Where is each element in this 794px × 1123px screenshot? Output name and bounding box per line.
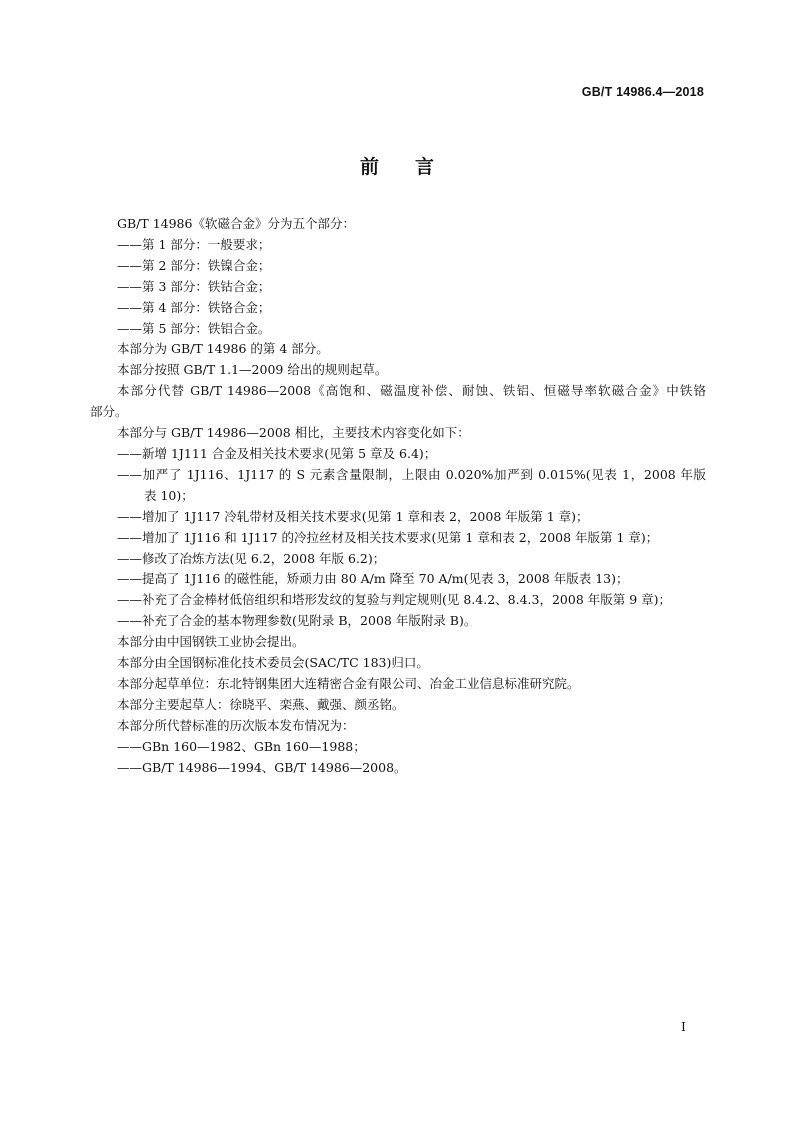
page-number: I <box>681 1019 686 1034</box>
list-item: ——GBn 160—1982、GBn 160—1988； <box>117 738 366 754</box>
list-item: ——修改了冶炼方法(见 6.2，2008 年版 6.2)； <box>117 550 386 566</box>
paragraph: 本部分为 GB/T 14986 的第 4 部分。 <box>117 341 329 357</box>
list-item: ——GB/T 14986—1994、GB/T 14986—2008。 <box>117 759 407 775</box>
list-item: ——提高了 1J116 的磁性能，矫顽力由 80 A/m 降至 70 A/m(见表 3，2008 年版表 13)； <box>117 571 629 587</box>
list-item-line: 表 10)； <box>144 487 194 503</box>
list-item: ——第 5 部分：铁铝合金。 <box>117 320 271 336</box>
list-item: ——补充了合金的基本物理参数(见附录 B，2008 年版附录 B)。 <box>117 613 477 629</box>
list-item: ——第 4 部分：铁铬合金； <box>117 299 271 315</box>
list-item-line: ——加严了 1J116、1J117 的 S 元素含量限制，上限由 0.020%加严到 0.015%(见表 1，2008 年版 <box>117 466 706 482</box>
paragraph: 本部分由中国钢铁工业协会提出。 <box>117 634 305 650</box>
list-item: ——第 2 部分：铁镍合金； <box>117 257 271 273</box>
paragraph: GB/T 14986《软磁合金》分为五个部分： <box>117 216 355 231</box>
paragraph: 本部分由全国钢标准化技术委员会(SAC/TC 183)归口。 <box>117 655 429 671</box>
paragraph: 本部分所代替标准的历次版本发布情况为： <box>117 717 355 733</box>
list-item: ——第 1 部分：一般要求； <box>117 236 271 252</box>
paragraph: 本部分起草单位：东北特钢集团大连精密合金有限公司、冶金工业信息标准研究院。 <box>117 675 580 691</box>
paragraph-line: 部分。 <box>90 404 128 420</box>
paragraph: 本部分主要起草人：徐晓平、栾燕、戴强、颜丞铭。 <box>117 696 405 712</box>
list-item: ——新增 1J111 合金及相关技术要求(见第 5 章及 6.4)； <box>117 445 437 461</box>
list-item: ——补充了合金棒材低倍组织和塔形发纹的复验与判定规则(见 8.4.2、8.4.3，2008 年版第 9 章)； <box>117 592 672 608</box>
list-item: ——第 3 部分：铁钴合金； <box>117 278 271 294</box>
paragraph-replaces <box>90 381 706 423</box>
list-item: ——增加了 1J117 冷轧带材及相关技术要求(见第 1 章和表 2，2008 年版第 1 章)； <box>117 508 589 524</box>
list-item: ——增加了 1J116 和 1J117 的冷拉丝材及相关技术要求(见第 1 章和表 2，2008 年版第 1 章)； <box>117 529 659 545</box>
document-body <box>90 214 706 778</box>
page-title: 前言 <box>359 156 470 178</box>
paragraph: 本部分与 GB/T 14986—2008 相比，主要技术内容变化如下： <box>117 425 470 441</box>
list-item-wrapped <box>90 465 706 507</box>
standard-code: GB/T 14986.4—2018 <box>581 85 704 99</box>
paragraph: 本部分按照 GB/T 1.1—2009 给出的规则起草。 <box>117 362 388 378</box>
paragraph-line: 本部分代替 GB/T 14986—2008《高饱和、磁温度补偿、耐蚀、铁铝、恒磁导率软磁合金》中铁铬 <box>117 383 706 399</box>
